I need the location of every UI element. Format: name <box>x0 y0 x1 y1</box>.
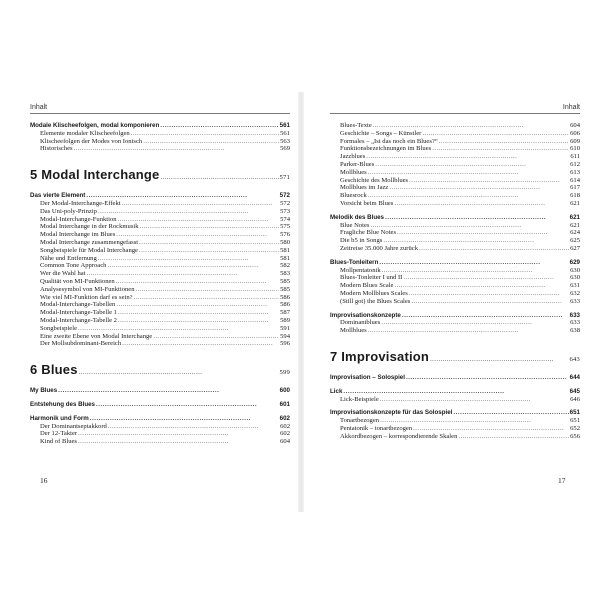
toc-page-number: 632 <box>570 289 580 297</box>
toc-subsection-entry[interactable] <box>30 262 290 270</box>
toc-subsection-entry[interactable] <box>30 438 290 446</box>
dot-leader <box>373 122 569 130</box>
dot-leader <box>122 200 279 208</box>
toc-subsection-entry[interactable] <box>30 138 290 146</box>
dot-leader <box>406 374 569 382</box>
toc-page-number: 633 <box>570 297 580 305</box>
toc-page-number: 638 <box>570 327 580 335</box>
dot-leader <box>90 415 279 423</box>
dot-leader <box>118 309 279 317</box>
toc-entry-title: Jazzblues <box>340 153 366 161</box>
toc-page-number: 581 <box>280 246 290 254</box>
toc-page-number: 589 <box>280 316 290 324</box>
toc-chapter-heading[interactable] <box>30 167 290 186</box>
dot-leader <box>160 122 278 130</box>
toc-entry-title: Blues-Tonleitern <box>330 258 379 266</box>
toc-entry-title: 7 Improvisation <box>330 348 430 364</box>
toc-page-number: 582 <box>280 262 290 270</box>
toc-page-number: 596 <box>280 340 290 348</box>
toc-subsection-entry[interactable] <box>30 200 290 208</box>
toc-subsection-entry[interactable] <box>30 294 290 302</box>
toc-page-number: 625 <box>570 237 580 245</box>
toc-subsection-entry[interactable] <box>330 267 580 275</box>
toc-entry-title: Parker-Blues <box>340 160 375 168</box>
dot-leader <box>458 433 569 441</box>
dot-leader <box>385 214 569 222</box>
toc-page-number: 572 <box>279 192 290 200</box>
toc-subsection-entry[interactable] <box>330 138 580 146</box>
toc-subsection-entry[interactable] <box>30 223 290 231</box>
toc-page-number: 630 <box>570 266 580 274</box>
toc-entry-title: Das vierte Element <box>30 192 86 200</box>
toc-chapter-heading[interactable] <box>330 349 580 368</box>
dot-leader <box>379 259 568 267</box>
toc-page-number: 645 <box>569 387 580 395</box>
toc-subsection-entry[interactable] <box>330 200 580 208</box>
toc-subsection-entry[interactable] <box>30 309 290 317</box>
toc-page-number: 627 <box>570 244 580 252</box>
right-page <box>330 104 580 504</box>
toc-entry-title: Pentatonik – tonartbezogen <box>340 424 413 432</box>
toc-page-number: 614 <box>570 176 580 184</box>
toc-subsection-entry[interactable] <box>30 430 290 438</box>
toc-entry-title: Analysesymbol von MI-Funktionen <box>40 285 135 293</box>
toc-page-number: 609 <box>570 137 580 145</box>
toc-subsection-entry[interactable] <box>30 333 290 341</box>
running-head-left: Inhalt <box>30 104 290 114</box>
toc-entry-title: Blue Notes <box>340 221 370 229</box>
dot-leader <box>432 145 569 153</box>
toc-page-number: 576 <box>280 231 290 239</box>
toc-page-number: 656 <box>570 432 580 440</box>
toc-entry-title: Lick <box>330 387 343 395</box>
toc-subsection-entry[interactable] <box>30 145 290 153</box>
dot-leader <box>394 200 569 208</box>
dot-leader <box>139 239 279 247</box>
toc-subsection-entry[interactable] <box>30 340 290 348</box>
dot-leader <box>411 298 569 306</box>
toc-entry-title: Geschichte des Mollblues <box>340 176 409 184</box>
toc-page-number: 651 <box>570 417 580 425</box>
page-number-right: 17 <box>558 476 566 485</box>
toc-subsection-entry[interactable] <box>330 290 580 298</box>
toc-subsection-entry[interactable] <box>30 239 290 247</box>
toc-subsection-entry[interactable] <box>30 247 290 255</box>
dot-leader <box>131 130 279 138</box>
toc-entry-title: Entstehung des Blues <box>30 400 95 408</box>
toc-entry-title: Nähe und Entfernung <box>40 254 97 262</box>
toc-page-number: 613 <box>570 168 580 176</box>
dot-leader <box>380 417 569 425</box>
toc-entry-title: Mollpentatonik <box>340 266 381 274</box>
toc-subsection-entry[interactable] <box>330 298 580 306</box>
toc-subsection-entry[interactable] <box>330 161 580 169</box>
toc-subsection-entry[interactable] <box>330 192 580 200</box>
toc-entry-title: Common Tone Approach <box>40 262 107 270</box>
toc-subsection-entry[interactable] <box>30 286 290 294</box>
dot-leader <box>368 192 569 200</box>
toc-section-entry[interactable] <box>330 409 580 417</box>
dot-leader <box>122 340 279 348</box>
dot-leader <box>366 153 569 161</box>
toc-page-number: 624 <box>570 229 580 237</box>
dot-leader <box>96 401 279 409</box>
toc-entry-title: Improvisationskonzepte <box>330 311 401 319</box>
toc-entry-title: Bluesrock <box>340 192 367 200</box>
toc-subsection-entry[interactable] <box>30 278 290 286</box>
toc-entry-title: Modale Klischeefolgen, modal komponieren <box>30 122 160 129</box>
dot-leader <box>397 229 569 237</box>
toc-section-entry[interactable] <box>30 401 290 409</box>
toc-entry-title: Songbeispiele für Modal Interchange <box>40 246 138 254</box>
dot-leader <box>86 192 278 200</box>
dot-leader <box>136 286 280 294</box>
toc-entry-title: Modal-Interchange-Tabellen <box>40 301 116 309</box>
toc-entry-title: Blues-Texte <box>340 122 372 129</box>
toc-subsection-entry[interactable] <box>30 301 290 309</box>
dot-leader <box>74 145 280 153</box>
toc-entry-title: Formales – „Ist das noch ein Blues?“ <box>340 137 438 145</box>
toc-subsection-entry[interactable] <box>330 282 580 290</box>
toc-entry-title: Eine zweite Ebene von Modal Interchange <box>40 332 153 340</box>
toc-entry-title: 5 Modal Interchange <box>30 167 160 183</box>
toc-page-number: 563 <box>280 137 290 145</box>
toc-subsection-entry[interactable] <box>330 319 580 327</box>
toc-subsection-entry[interactable] <box>30 325 290 333</box>
toc-subsection-entry[interactable] <box>330 229 580 237</box>
dot-leader <box>389 184 569 192</box>
toc-subsection-entry[interactable] <box>330 245 580 253</box>
toc-entry-title: Klischeefolgen der Modes von Ionisch <box>40 137 143 145</box>
toc-entry-title: Modal-Interchange-Funktion <box>40 215 117 223</box>
toc-subsection-entry[interactable] <box>330 130 580 138</box>
dot-leader <box>368 327 569 335</box>
dot-leader <box>79 365 279 381</box>
dot-leader <box>98 208 279 216</box>
dot-leader <box>116 231 279 239</box>
toc-left <box>30 122 290 446</box>
dot-leader <box>343 388 568 396</box>
toc-page-number: 587 <box>280 309 290 317</box>
toc-page-number: 574 <box>280 215 290 223</box>
toc-page-number: 618 <box>570 192 580 200</box>
dot-leader <box>58 387 279 395</box>
toc-page-number: 633 <box>569 311 580 319</box>
dot-leader <box>419 245 569 253</box>
toc-page-number: 643 <box>569 355 580 363</box>
dot-leader <box>107 262 279 270</box>
dot-leader <box>383 237 569 245</box>
toc-entry-title: Der Mollsubdominant-Bereich <box>40 340 122 348</box>
toc-page-number: 611 <box>570 153 580 161</box>
toc-section-entry[interactable] <box>330 214 580 222</box>
toc-page-number: 561 <box>279 122 290 129</box>
toc-subsection-entry[interactable] <box>30 423 290 431</box>
toc-entry-title: Modal-Interchange-Tabelle 2 <box>40 316 117 324</box>
toc-section-entry[interactable] <box>330 312 580 320</box>
dot-leader <box>78 438 279 446</box>
toc-entry-title: Wer die Wahl hat <box>40 270 86 278</box>
toc-page-number: 602 <box>280 422 290 430</box>
page-number-left: 16 <box>40 476 48 485</box>
toc-entry-title: Improvisation – Solospiel <box>330 373 405 381</box>
dot-leader <box>439 138 569 146</box>
toc-entry-title: Historisches <box>40 145 73 153</box>
toc-entry-title: Modern Blues Scale <box>340 282 394 290</box>
page-gutter <box>298 92 304 512</box>
toc-subsection-entry[interactable] <box>30 231 290 239</box>
toc-entry-title: Mollblues <box>340 168 367 176</box>
dot-leader <box>78 325 279 333</box>
toc-subsection-entry[interactable] <box>330 274 580 282</box>
toc-entry-title: Geschichte – Songs – Künstler <box>340 129 422 137</box>
toc-entry-title: Elemente modaler Klischeefolgen <box>40 129 130 137</box>
dot-leader <box>98 255 279 263</box>
toc-entry-title: Improvisationskonzepte für das Solospiel <box>330 409 453 417</box>
toc-entry-title: Funktionsbezeichnungen im Blues <box>340 145 432 153</box>
dot-leader <box>403 274 569 282</box>
toc-entry-title: (Still got) the Blues Scales <box>340 297 411 305</box>
toc-page-number: 583 <box>280 270 290 278</box>
toc-entry-title: Dominantblues <box>340 319 381 327</box>
dot-leader <box>394 282 569 290</box>
toc-page-number: 617 <box>570 184 580 192</box>
toc-entry-title: Melodik des Blues <box>330 213 384 221</box>
toc-section-entry[interactable] <box>330 388 580 396</box>
toc-page-number: 610 <box>570 145 580 153</box>
toc-page-number: 629 <box>569 258 580 266</box>
dot-leader <box>380 396 569 404</box>
toc-subsection-entry[interactable] <box>330 145 580 153</box>
toc-subsection-entry[interactable] <box>330 177 580 185</box>
toc-entry-title: Harmonik und Form <box>30 414 89 422</box>
toc-entry-title: Zeitreise 35.000 Jahre zurück <box>340 244 418 252</box>
toc-page-number: 575 <box>280 223 290 231</box>
dot-leader <box>140 223 280 231</box>
toc-page-number: 594 <box>280 332 290 340</box>
toc-page-number: 571 <box>279 174 290 182</box>
toc-section-entry[interactable] <box>330 259 580 267</box>
dot-leader <box>368 169 569 177</box>
toc-entry-title: Modal-Interchange-Tabelle 1 <box>40 309 117 317</box>
toc-page-number: 633 <box>570 319 580 327</box>
toc-page-number: 651 <box>569 409 580 417</box>
toc-page-number: 586 <box>280 301 290 309</box>
dot-leader <box>116 278 279 286</box>
toc-page-number: 561 <box>280 129 290 137</box>
dot-leader <box>381 319 569 327</box>
dot-leader <box>409 290 569 298</box>
dot-leader <box>422 130 569 138</box>
toc-page-number: 591 <box>280 324 290 332</box>
toc-entry-title: Songbeispiele <box>40 324 77 332</box>
dot-leader <box>375 161 569 169</box>
toc-page-number: 604 <box>570 122 580 129</box>
toc-entry-title: Kind of Blues <box>40 438 77 446</box>
toc-page-number: 586 <box>280 293 290 301</box>
toc-section-entry[interactable] <box>30 387 290 395</box>
toc-subsection-entry[interactable] <box>330 153 580 161</box>
dot-leader <box>430 352 568 368</box>
dot-leader <box>87 270 280 278</box>
toc-page-number: 573 <box>280 207 290 215</box>
toc-subsection-entry[interactable] <box>330 122 580 130</box>
toc-page-number: 569 <box>280 145 290 153</box>
dot-leader <box>413 425 569 433</box>
toc-page-number: 601 <box>279 400 290 408</box>
left-page <box>30 104 290 504</box>
toc-subsection-entry[interactable] <box>30 317 290 325</box>
toc-subsection-entry[interactable] <box>330 169 580 177</box>
toc-page-number: 585 <box>280 277 290 285</box>
dot-leader <box>382 267 569 275</box>
toc-page-number: 600 <box>279 387 290 395</box>
toc-entry-title: Blues-Tonleiter I und II <box>340 274 403 282</box>
toc-page-number: 606 <box>570 129 580 137</box>
toc-entry-title: Die b5 in Songs <box>340 237 383 245</box>
toc-right <box>330 122 580 441</box>
toc-entry-title: Der 12-Takter <box>40 430 78 438</box>
dot-leader <box>108 423 279 431</box>
toc-page-number: 604 <box>280 438 290 446</box>
toc-entry-title: Modern Mollblues Scales <box>340 289 408 297</box>
toc-section-entry[interactable] <box>330 374 580 382</box>
toc-page-number: 572 <box>280 199 290 207</box>
toc-page-number: 612 <box>570 160 580 168</box>
toc-entry-title: Tonartbezogen <box>340 417 380 425</box>
toc-subsection-entry[interactable] <box>30 216 290 224</box>
toc-entry-title: Akkordbezogen – korrespondierende Skalen <box>340 432 458 440</box>
toc-page-number: 599 <box>279 369 290 377</box>
toc-subsection-entry[interactable] <box>330 417 580 425</box>
dot-leader <box>153 333 279 341</box>
toc-subsection-entry[interactable] <box>330 237 580 245</box>
toc-entry-title: Das Uni-poly-Prinzip <box>40 207 97 215</box>
toc-page-number: 580 <box>280 238 290 246</box>
toc-page-number: 621 <box>569 213 580 221</box>
toc-subsection-entry[interactable] <box>330 425 580 433</box>
toc-subsection-entry[interactable] <box>330 222 580 230</box>
dot-leader <box>409 177 569 185</box>
toc-page-number: 646 <box>570 395 580 403</box>
toc-page-number: 630 <box>570 274 580 282</box>
toc-subsection-entry[interactable] <box>30 270 290 278</box>
toc-entry-title: Lick-Beispiele <box>340 395 379 403</box>
toc-subsection-entry[interactable] <box>330 327 580 335</box>
toc-page-number: 644 <box>569 373 580 381</box>
toc-entry-title: Der Dominantseptakkord <box>40 422 107 430</box>
toc-entry-title: Mollblues <box>340 327 367 335</box>
toc-page-number: 581 <box>280 254 290 262</box>
running-head-right: Inhalt <box>330 104 580 114</box>
toc-entry-title: Mollblues im Jazz <box>340 184 389 192</box>
toc-entry-title: Wie viel MI-Funktion darf es sein? <box>40 293 133 301</box>
dot-leader <box>118 216 280 224</box>
toc-subsection-entry[interactable] <box>30 255 290 263</box>
dot-leader <box>139 247 279 255</box>
toc-subsection-entry[interactable] <box>30 208 290 216</box>
toc-section-entry[interactable] <box>30 415 290 423</box>
toc-entry-title: Modal Interchange in der Rockmusik <box>40 223 139 231</box>
toc-page-number: 602 <box>279 414 290 422</box>
dot-leader <box>116 301 279 309</box>
toc-section-entry[interactable] <box>30 192 290 200</box>
toc-page-number: 621 <box>570 199 580 207</box>
dot-leader <box>143 138 279 146</box>
toc-entry-title: Qualität von MI-Funktionen <box>40 277 115 285</box>
toc-page-number: 602 <box>280 430 290 438</box>
dot-leader <box>402 312 569 320</box>
dot-leader <box>78 430 279 438</box>
toc-entry-title: Der Modal-Interchange-Effekt <box>40 199 121 207</box>
toc-entry-title: 6 Blues <box>30 362 78 378</box>
toc-page-number: 621 <box>570 221 580 229</box>
dot-leader <box>453 409 568 417</box>
toc-entry-title: Modal Interchange im Blues <box>40 231 116 239</box>
dot-leader <box>371 222 570 230</box>
toc-entry-title: Fragliche Blue Notes <box>340 229 397 237</box>
toc-page-number: 585 <box>280 285 290 293</box>
toc-subsection-entry[interactable] <box>330 433 580 441</box>
toc-subsection-entry[interactable] <box>30 130 290 138</box>
toc-chapter-heading[interactable] <box>30 362 290 381</box>
dot-leader <box>118 317 279 325</box>
toc-entry-title: Modal Interchange zusammengefasst <box>40 238 139 246</box>
dot-leader <box>134 294 280 302</box>
toc-subsection-entry[interactable] <box>330 396 580 404</box>
toc-entry-title: My Blues <box>30 387 58 395</box>
toc-subsection-entry[interactable] <box>330 184 580 192</box>
toc-entry-title: Vorsicht beim Blues <box>340 199 394 207</box>
toc-page-number: 631 <box>570 282 580 290</box>
toc-page-number: 652 <box>570 424 580 432</box>
toc-section-entry[interactable] <box>30 122 290 130</box>
dot-leader <box>161 170 279 186</box>
